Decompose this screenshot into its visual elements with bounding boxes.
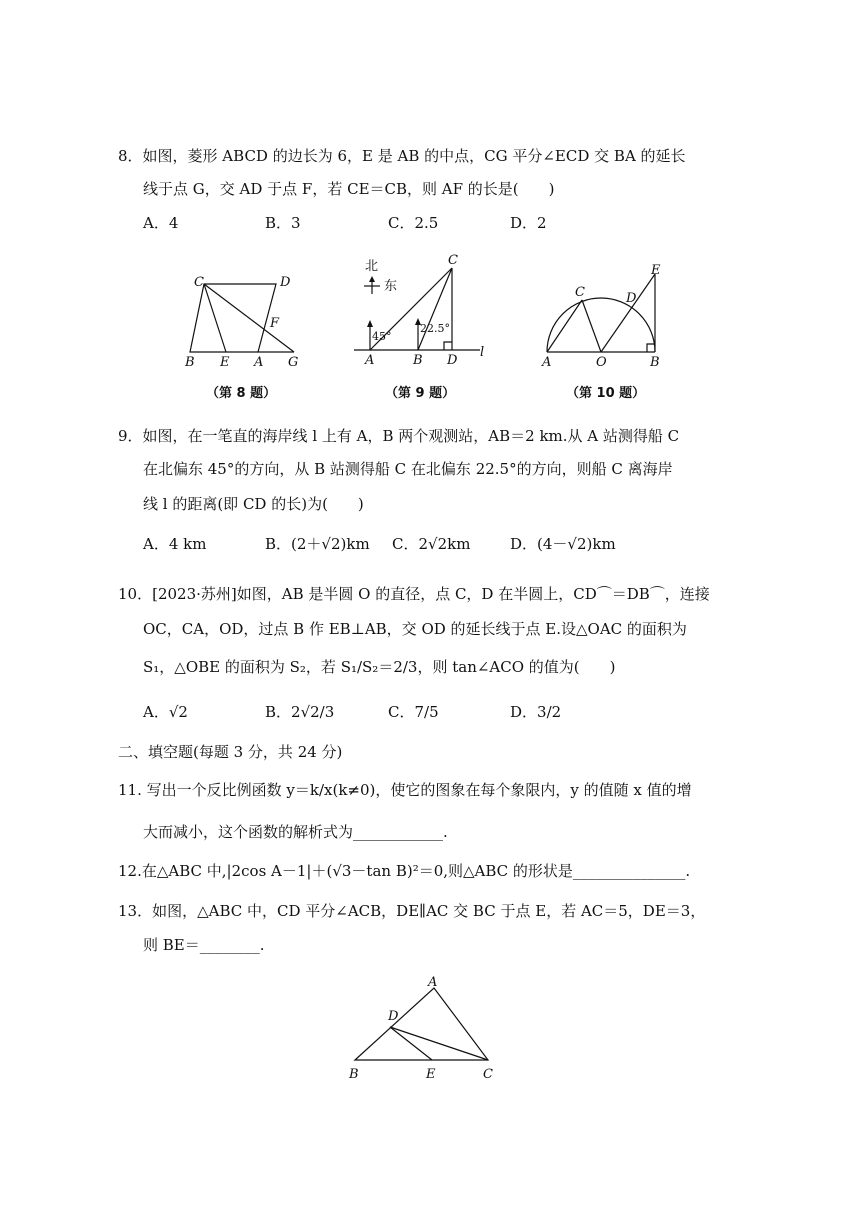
q10-option-c: C．7/5 bbox=[388, 703, 439, 721]
fig13-label-a: A bbox=[428, 975, 438, 990]
fig10-caption: （第 10 题） bbox=[566, 386, 646, 401]
q9-option-b: B．(2＋√2)km bbox=[265, 535, 370, 553]
q9-line-2: 在北偏东 45°的方向，从 B 站测得船 C 在北偏东 22.5°的方向，则船 C 离海岸 bbox=[143, 460, 673, 478]
q11-line-1: 11. 写出一个反比例函数 y＝k/x(k≠0)，使它的图象在每个象限内，y 的值随 x 值的增 bbox=[118, 781, 692, 799]
fig8-label-e: E bbox=[220, 355, 230, 370]
fig10-label-d: D bbox=[626, 291, 637, 306]
fig10-label-o: O bbox=[596, 355, 607, 370]
fig8-caption: （第 8 题） bbox=[206, 386, 277, 401]
q10-option-a: A．√2 bbox=[143, 703, 188, 721]
fig13-label-b: B bbox=[349, 1067, 359, 1082]
q9-option-c: C．2√2km bbox=[392, 535, 471, 553]
fig8-label-g: G bbox=[288, 355, 299, 370]
q8-line-2: 线于点 G，交 AD 于点 F，若 CE＝CB，则 AF 的长是( ) bbox=[143, 180, 555, 198]
q10-line-1: 10．[2023·苏州]如图，AB 是半圆 O 的直径，点 C，D 在半圆上，CD⌒＝DB⌒，连接 bbox=[118, 585, 710, 603]
fig13-label-c: C bbox=[483, 1067, 493, 1082]
fig8-label-c: C bbox=[194, 275, 204, 290]
q13-line-2: 则 BE＝________. bbox=[143, 936, 265, 954]
q10-line-3: S₁，△OBE 的面积为 S₂，若 S₁/S₂＝2/3，则 tan∠ACO 的值为( ) bbox=[143, 658, 616, 676]
figure-9 bbox=[350, 252, 495, 372]
fig8-label-f: F bbox=[270, 316, 280, 331]
q10-line-2: OC，CA，OD，过点 B 作 EB⊥AB，交 OD 的延长线于点 E.设△OAC 的面积为 bbox=[143, 620, 687, 638]
fig13-label-e: E bbox=[426, 1067, 436, 1082]
fig9-caption: （第 9 题） bbox=[385, 386, 456, 401]
fig9-east-label: 东 bbox=[384, 279, 398, 294]
figure-13 bbox=[340, 970, 510, 1088]
q13-line-1: 13．如图，△ABC 中，CD 平分∠ACB，DE∥AC 交 BC 于点 E，若 AC＝5，DE＝3， bbox=[118, 902, 706, 920]
fig8-label-b: B bbox=[185, 355, 195, 370]
q8-option-b: B．3 bbox=[265, 214, 301, 232]
fig9-angle-45: 45° bbox=[372, 330, 392, 343]
q12-line-1: 12.在△ABC 中,|2cos A－1|＋(√3－tan B)²＝0,则△ABC 的形状是_______________. bbox=[118, 862, 691, 880]
fig9-label-c: C bbox=[448, 253, 458, 268]
q10-option-b: B．2√2/3 bbox=[265, 703, 335, 721]
q9-option-a: A．4 km bbox=[143, 535, 207, 553]
figure-8 bbox=[180, 272, 310, 372]
fig10-label-c: C bbox=[575, 285, 585, 300]
fig9-label-b: B bbox=[413, 353, 423, 368]
fig8-label-d: D bbox=[280, 275, 291, 290]
fig9-label-d: D bbox=[447, 353, 458, 368]
fig9-north-label: 北 bbox=[365, 259, 379, 274]
q11-line-2: 大而减小，这个函数的解析式为____________. bbox=[143, 823, 448, 841]
q10-option-d: D．3/2 bbox=[510, 703, 562, 721]
fig9-angle-22-5: 22.5° bbox=[420, 322, 450, 335]
q8-option-a: A．4 bbox=[143, 214, 179, 232]
fig8-label-a: A bbox=[254, 355, 264, 370]
figure-10 bbox=[535, 262, 670, 372]
section-2-title: 二、填空题(每题 3 分，共 24 分) bbox=[118, 743, 343, 761]
q8-option-d: D．2 bbox=[510, 214, 547, 232]
fig13-label-d: D bbox=[388, 1009, 399, 1024]
fig10-label-b: B bbox=[650, 355, 660, 370]
q9-option-d: D．(4－√2)km bbox=[510, 535, 616, 553]
fig9-label-a: A bbox=[365, 353, 375, 368]
q9-line-1: 9．如图，在一笔直的海岸线 l 上有 A，B 两个观测站，AB＝2 km.从 A 站测得船 C bbox=[118, 427, 680, 445]
q8-line-1: 8．如图，菱形 ABCD 的边长为 6，E 是 AB 的中点，CG 平分∠ECD 交 BA 的延长 bbox=[118, 147, 686, 165]
fig9-label-l: l bbox=[480, 345, 485, 360]
fig10-label-e: E bbox=[651, 263, 661, 278]
fig10-label-a: A bbox=[542, 355, 552, 370]
q8-option-c: C．2.5 bbox=[388, 214, 439, 232]
q9-line-3: 线 l 的距离(即 CD 的长)为( ) bbox=[143, 495, 364, 513]
